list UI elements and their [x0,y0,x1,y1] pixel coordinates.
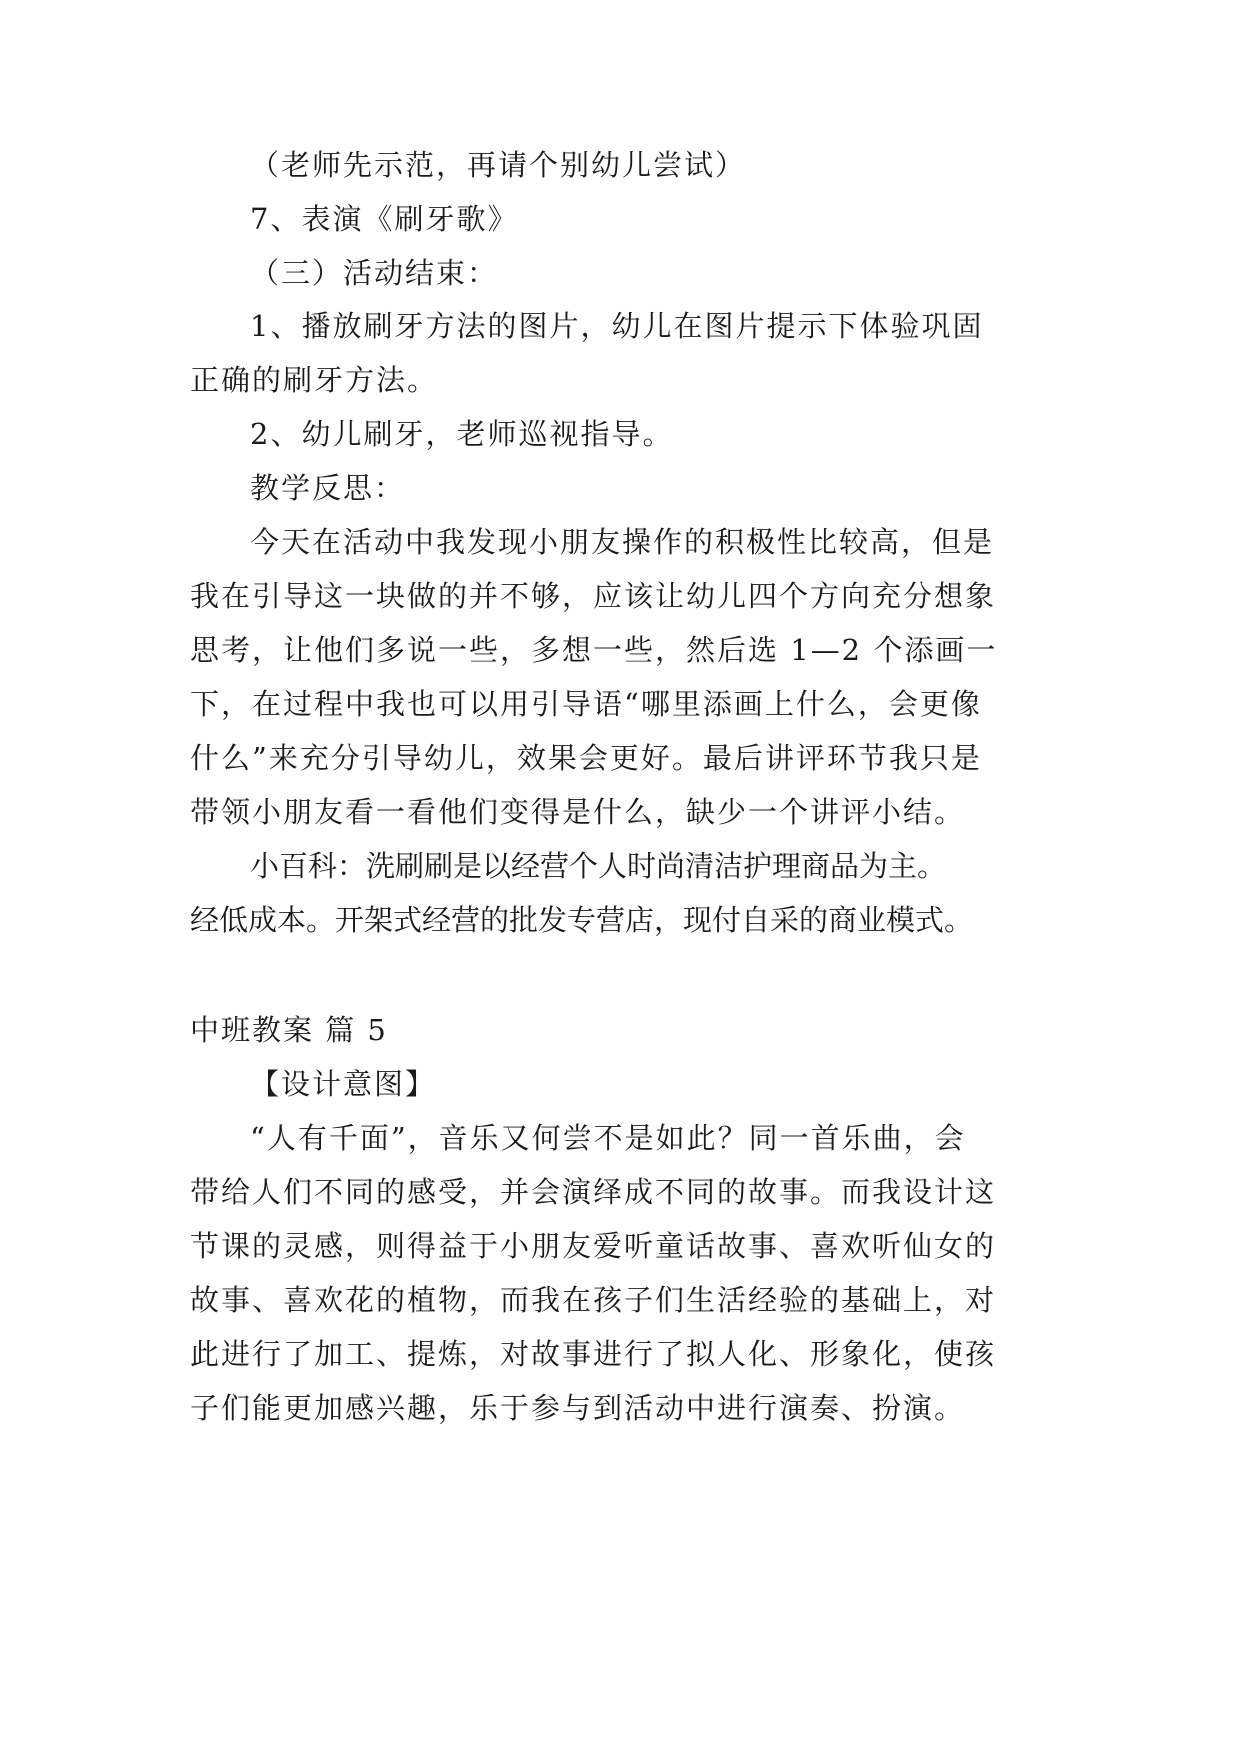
paragraph-line: 子们能更加感兴趣，乐于参与到活动中进行演奏、扮演。 [190,1391,966,1425]
paragraph-line: 思考，让他们多说一些，多想一些，然后选 1—2 个添画一 [190,633,998,667]
paragraph-line: 7、表演《刷牙歌》 [250,202,519,236]
paragraph-line: 我在引导这一块做的并不够，应该让幼儿四个方向充分想象 [190,579,997,613]
section-heading: 【设计意图】 [250,1067,437,1101]
paragraph-line: 下，在过程中我也可以用引导语“哪里添画上什么，会更像 [190,687,982,721]
section-title: 中班教案 篇 5 [190,1013,388,1047]
paragraph-line: 节课的灵感，则得益于小朋友爱听童话故事、喜欢听仙女的 [190,1229,997,1263]
paragraph-line: 小百科：洗刷刷是以经营个人时尚清洁护理商品为主。 [250,849,947,883]
paragraph-line: “人有千面”，音乐又何尝不是如此？同一首乐曲，会 [250,1121,966,1155]
paragraph-line: 经低成本。开架式经营的批发专营店，现付自采的商业模式。 [190,903,974,937]
paragraph-line: 此进行了加工、提炼，对故事进行了拟人化、形象化，使孩 [190,1337,997,1371]
paragraph-line: 今天在活动中我发现小朋友操作的积极性比较高，但是 [250,525,995,559]
paragraph-line: （老师先示范，再请个别幼儿尝试） [250,148,747,182]
paragraph-line: 1、播放刷牙方法的图片，幼儿在图片提示下体验巩固 [250,309,984,343]
paragraph-line: 2、幼儿刷牙，老师巡视指导。 [250,417,674,451]
paragraph-line: 正确的刷牙方法。 [190,363,439,397]
section-heading: 教学反思： [250,471,406,505]
paragraph-line: 故事、喜欢花的植物，而我在孩子们生活经验的基础上，对 [190,1283,997,1317]
section-heading: （三）活动结束： [250,256,499,290]
paragraph-line: 带领小朋友看一看他们变得是什么，缺少一个讲评小结。 [190,795,966,829]
paragraph-line: 什么”来充分引导幼儿，效果会更好。最后讲评环节我只是 [190,741,982,775]
paragraph-line: 带给人们不同的感受，并会演绎成不同的故事。而我设计这 [190,1175,997,1209]
